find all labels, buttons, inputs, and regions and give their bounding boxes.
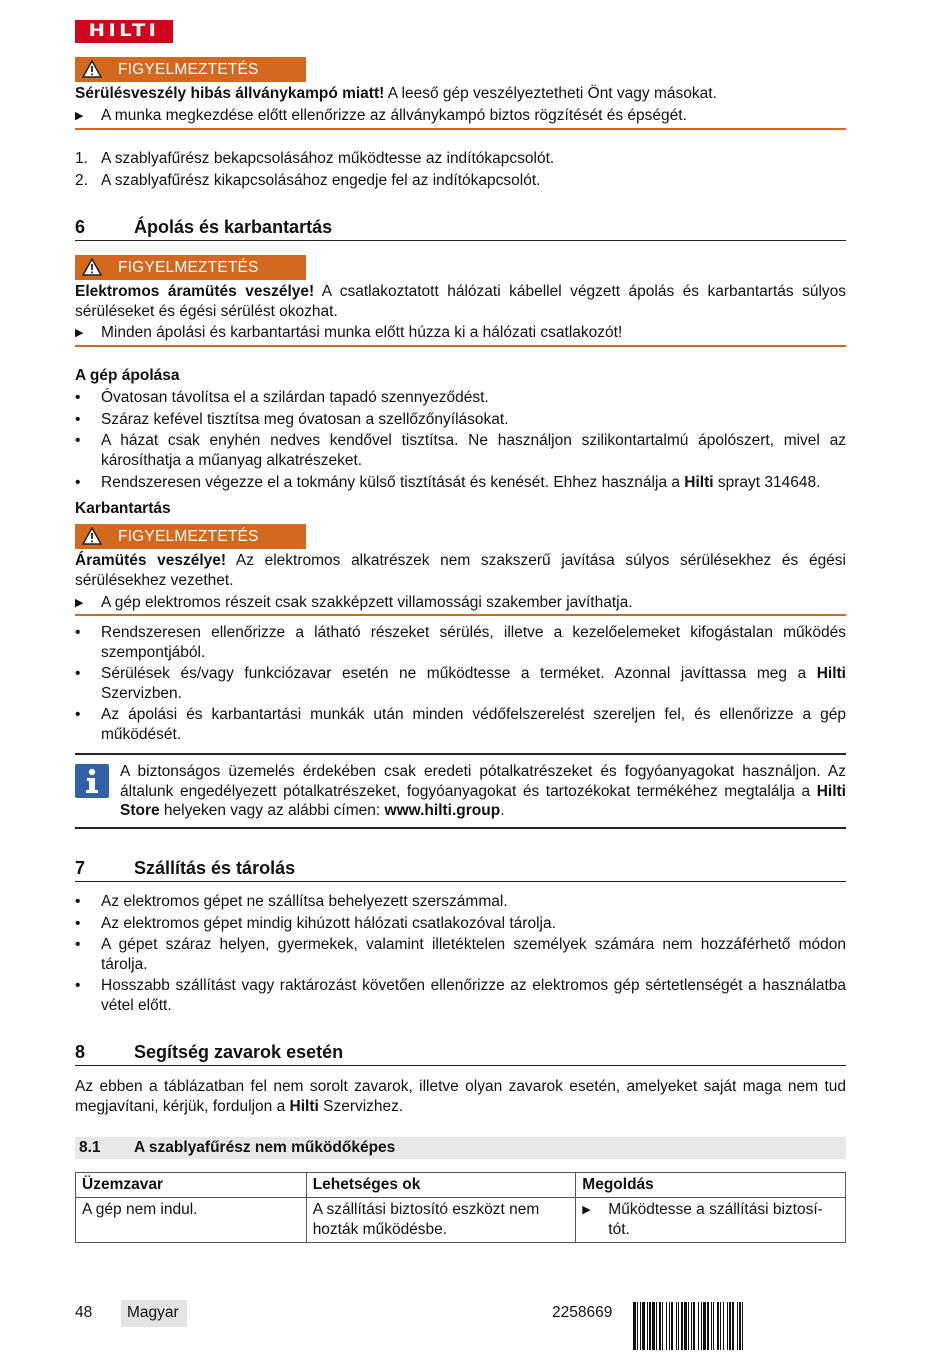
bullet-icon: •: [75, 915, 81, 932]
divider: [75, 614, 846, 616]
warning-banner: [75, 57, 306, 82]
step-item: [75, 149, 846, 169]
text-part: sprayt 314648.: [713, 474, 821, 491]
subsection-number: 8.1: [79, 1139, 101, 1156]
text-part: A biztonságos üzemelés érdekében csak eredeti pótalkatrészeket és fogyóanyagokat használjon. Az általunk engedélyezett pótalkatrészeket, fogyóanyagokat és tartozékokat termékéhez megtalálja a: [120, 763, 846, 800]
text-part: Szervizben.: [101, 685, 182, 702]
language-label: Magyar: [127, 1304, 179, 1321]
action-item: [75, 323, 846, 343]
website-link[interactable]: www.hilti.group: [384, 802, 501, 819]
warning-text: [75, 282, 846, 322]
bullet-item: [75, 388, 846, 408]
subheading: A gép ápolása: [75, 367, 180, 384]
bullet-text: Hosszabb szállítást vagy raktározást követően ellenőrizze az elektromos gép sértetlenségét a használatba vétel előtt.: [101, 977, 846, 1014]
bullet-item: [75, 623, 846, 663]
warning-desc: A csatlakoztatott hálózati kábellel végzett ápolás és karbantartás súlyos sérüléseket és égési sérülést okozhat.: [75, 283, 847, 320]
divider: [75, 240, 846, 241]
warning-text: [75, 84, 846, 104]
brand-name: Hilti: [289, 1098, 319, 1115]
section-number: 6: [75, 217, 86, 237]
barcode-icon: [633, 1302, 846, 1350]
text-part: Sérülések és/vagy funkciózavar esetén ne működtesse a terméket. Azonnal javíttassa meg a: [101, 665, 817, 682]
brand-name: Hilti: [684, 474, 714, 491]
solution-text: Működtesse a szállítási biztosítót.: [608, 1201, 823, 1238]
section-number: 7: [75, 858, 86, 878]
text-part: Az ebben a táblázatban fel nem sorolt zavarok, illetve olyan zavarok esetén, amelyeket saját maga nem tud megjavítani, kérjük, forduljon a: [75, 1078, 846, 1115]
bullet-item: [75, 892, 846, 912]
info-text: [120, 762, 846, 821]
action-item: [75, 106, 846, 126]
section-title: Segítség zavarok esetén: [134, 1042, 344, 1062]
bullet-icon: •: [75, 977, 81, 994]
bullet-text: Az elektromos gépet ne szállítsa behelyezett szerszámmal.: [101, 893, 508, 910]
arrow-icon: ▶: [75, 110, 84, 122]
bullet-text: [101, 664, 846, 704]
divider: [75, 345, 846, 347]
bullet-icon: •: [75, 411, 81, 428]
action-text: A munka megkezdése előtt ellenőrizze az állványkampó biztos rögzítését és épségét.: [101, 107, 687, 124]
divider: [75, 1065, 846, 1066]
troubleshooting-table: [75, 1172, 846, 1243]
bullet-item: [75, 976, 846, 1016]
section-paragraph: [75, 1077, 846, 1117]
store-name: Hilti Store: [120, 782, 846, 819]
bullet-item: [75, 664, 846, 704]
warning-label: FIGYELMEZTETÉS: [118, 61, 259, 78]
warning-desc: A leeső gép veszélyeztetheti Önt vagy másokat.: [384, 85, 717, 102]
subsection-title: A szablyafűrész nem működőképes: [134, 1139, 396, 1156]
subsection-heading: [75, 1137, 846, 1159]
table-row: [76, 1198, 846, 1243]
arrow-icon: ▶: [582, 1204, 591, 1216]
warning-label: FIGYELMEZTETÉS: [118, 528, 259, 545]
warning-label: FIGYELMEZTETÉS: [118, 259, 259, 276]
bullet-text: Rendszeresen ellenőrizze a látható részeket sérülés, illetve a kezelőelemeket kifogástalan működés szempontjából.: [101, 624, 846, 661]
bullet-item: [75, 935, 846, 975]
bullet-icon: •: [75, 893, 81, 910]
subheading: Karbantartás: [75, 500, 171, 517]
bullet-item: [75, 410, 846, 430]
warning-bold: Elektromos áramütés veszélye!: [75, 283, 315, 300]
step-text: A szablyafűrész bekapcsolásához működtesse az indítókapcsolót.: [101, 150, 555, 167]
warning-triangle-icon: [82, 258, 102, 276]
divider: [75, 753, 846, 755]
bullet-text: Óvatosan távolítsa el a szilárdan tapadó szennyeződést.: [101, 389, 489, 406]
bullet-icon: •: [75, 474, 81, 491]
brand-name: Hilti: [816, 665, 846, 682]
bullet-item: [75, 473, 846, 493]
divider: [75, 128, 846, 130]
bullet-text: Az elektromos gépet mindig kihúzott hálózati csatlakozóval tárolja.: [101, 915, 556, 932]
divider: [75, 827, 846, 829]
warning-bold: Sérülésveszély hibás állványkampó miatt!: [75, 85, 385, 102]
text-part: .: [500, 802, 505, 819]
logo-text: HILTI: [88, 21, 160, 41]
column-header: Üzemzavar: [76, 1173, 307, 1198]
bullet-item: [75, 705, 846, 745]
text-part: Szervizhez.: [318, 1098, 404, 1115]
arrow-icon: ▶: [75, 327, 84, 339]
hilti-logo: [75, 20, 173, 43]
table-header-row: [76, 1173, 846, 1198]
warning-text: [75, 551, 846, 591]
bullet-icon: •: [75, 665, 81, 682]
text-part: helyeken vagy az alábbi címen:: [159, 802, 385, 819]
table-cell: [576, 1198, 846, 1243]
warning-banner: [75, 255, 306, 280]
bullet-text: Az ápolási és karbantartási munkák után minden védőfelszerelést szereljen fel, és ellenőrizze a gép működését.: [101, 706, 846, 743]
document-code: 2258669: [552, 1304, 613, 1321]
divider: [75, 881, 846, 882]
action-text: Minden ápolási és karbantartási munka előtt húzza ki a hálózati csatlakozót!: [101, 324, 623, 341]
column-header: Lehetséges ok: [306, 1173, 576, 1198]
text-part: Rendszeresen végezze el a tokmány külső tisztítását és kenését. Ehhez használja a: [101, 474, 685, 491]
bullet-item: [75, 431, 846, 471]
action-text: A gép elektromos részeit csak szakképzett villamossági szakember javíthatja.: [101, 594, 633, 611]
column-header: Megoldás: [576, 1173, 846, 1198]
arrow-icon: ▶: [75, 597, 84, 609]
warning-bold: Áramütés veszélye!: [75, 552, 227, 569]
language-badge: [121, 1300, 187, 1327]
bullet-icon: •: [75, 706, 81, 723]
warning-desc: Az elektromos alkatrészek nem szakszerű javítása súlyos sérülésekhez és égési sérülésekhez vezethet.: [75, 552, 846, 589]
step-text: A szablyafűrész kikapcsolásához engedje fel az indítókapcsolót.: [101, 172, 541, 189]
page-number: 48: [75, 1304, 93, 1321]
section-title: Ápolás és karbantartás: [134, 217, 333, 237]
section-title: Szállítás és tárolás: [134, 858, 296, 878]
warning-triangle-icon: [82, 527, 102, 545]
info-icon: [75, 764, 109, 798]
bullet-item: [75, 914, 846, 934]
table-cell: A szállítási biztosító eszközt nem hozták működésbe.: [306, 1198, 576, 1243]
warning-banner: [75, 524, 306, 549]
bullet-text: A házat csak enyhén nedves kendővel tisztítsa. Ne használjon szilikontartalmú ápolószert, mivel az károsíthatja a műanyag alkatrészeket.: [101, 432, 846, 469]
bullet-text: A gépet száraz helyen, gyermekek, valamint illetéktelen személyek számára nem hozzáférhető módon tárolja.: [101, 936, 846, 973]
bullet-icon: •: [75, 389, 81, 406]
warning-triangle-icon: [82, 60, 102, 78]
step-item: [75, 171, 846, 191]
step-number: 2.: [75, 172, 88, 189]
bullet-icon: •: [75, 936, 81, 953]
bullet-text: Száraz kefével tisztítsa meg óvatosan a szellőzőnyílásokat.: [101, 411, 509, 428]
table-cell: A gép nem indul.: [76, 1198, 307, 1243]
bullet-text: [101, 473, 846, 493]
step-number: 1.: [75, 150, 88, 167]
action-item: [75, 593, 846, 613]
section-number: 8: [75, 1042, 86, 1062]
bullet-icon: •: [75, 432, 81, 449]
bullet-icon: •: [75, 624, 81, 641]
